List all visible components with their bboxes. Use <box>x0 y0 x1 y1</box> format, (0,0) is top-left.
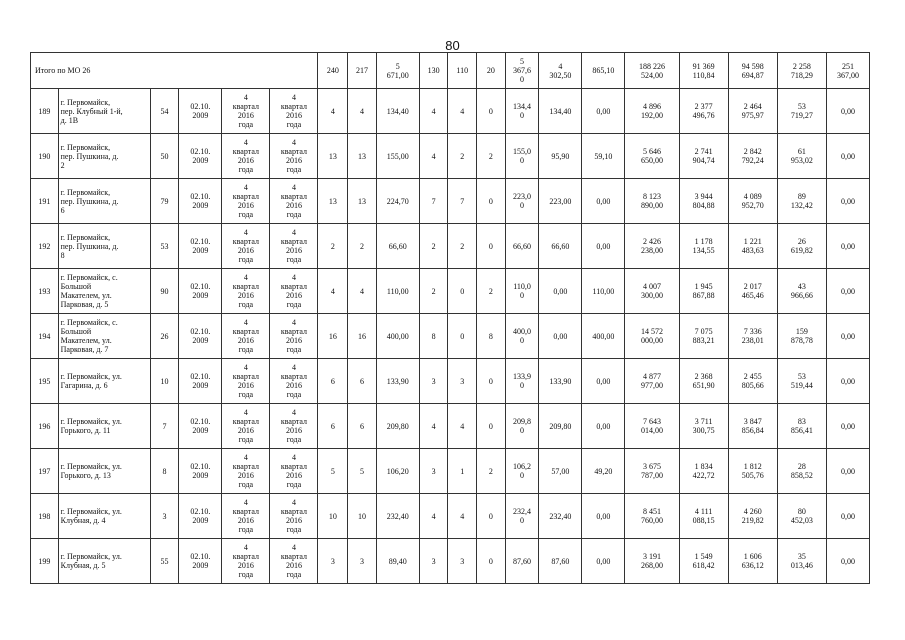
actual-relocation-cell: 4 квартал 2016 года <box>270 539 318 584</box>
rooms-private-cell: 4 <box>448 404 477 449</box>
area-relocated-cell: 209,8 0 <box>505 404 539 449</box>
area-municipal-cell: 0,00 <box>582 224 625 269</box>
area-total-cell: 209,80 <box>376 404 419 449</box>
planned-relocation-cell: 4 квартал 2016 года <box>222 404 270 449</box>
actual-relocation-cell: 4 квартал 2016 года <box>270 404 318 449</box>
area-total-cell: 400,00 <box>376 314 419 359</box>
area-private-cell: 209,80 <box>539 404 582 449</box>
cost-total-cell: 2 426 238,00 <box>625 224 679 269</box>
rooms-total-cell: 2 <box>419 269 448 314</box>
area-relocated-cell: 155,0 0 <box>505 134 539 179</box>
building-year-cell: 54 <box>150 89 179 134</box>
rooms-municipal-cell: 0 <box>477 179 506 224</box>
cost-total-cell: 3 191 268,00 <box>625 539 679 584</box>
actual-relocation-cell: 4 квартал 2016 года <box>270 449 318 494</box>
cost-extra-cell: 0,00 <box>826 494 869 539</box>
rooms-municipal-cell: 0 <box>477 404 506 449</box>
area-total-cell: 89,40 <box>376 539 419 584</box>
cost-local-cell: 61 953,02 <box>777 134 826 179</box>
cost-fund-cell: 4 111 088,15 <box>679 494 728 539</box>
area-total-cell: 110,00 <box>376 269 419 314</box>
cost-fund-cell: 1 549 618,42 <box>679 539 728 584</box>
cost-fund-cell: 2 741 904,74 <box>679 134 728 179</box>
residents-count-cell: 4 <box>318 269 348 314</box>
address-cell: г. Первомайск, с. Большой Макателем, ул. Парковая, д. 7 <box>58 314 150 359</box>
area-total-cell: 155,00 <box>376 134 419 179</box>
housing-data-table <box>30 52 870 584</box>
total-cell: 5 671,00 <box>376 53 419 89</box>
address-cell: г. Первомайск, пер. Пушкина, д. 2 <box>58 134 150 179</box>
area-municipal-cell: 0,00 <box>582 494 625 539</box>
address-cell: г. Первомайск, пер. Пушкина, д. 6 <box>58 179 150 224</box>
planned-relocation-cell: 4 квартал 2016 года <box>222 539 270 584</box>
cost-fund-cell: 1 178 134,55 <box>679 224 728 269</box>
cost-local-cell: 83 856,41 <box>777 404 826 449</box>
table-row <box>31 269 870 314</box>
residents-relocated-cell: 4 <box>348 269 377 314</box>
table-row <box>31 359 870 404</box>
actual-relocation-cell: 4 квартал 2016 года <box>270 314 318 359</box>
residents-count-cell: 10 <box>318 494 348 539</box>
area-private-cell: 0,00 <box>539 269 582 314</box>
total-cell: 2 258 718,29 <box>777 53 826 89</box>
cost-region-cell: 4 260 219,82 <box>728 494 777 539</box>
rooms-total-cell: 4 <box>419 494 448 539</box>
area-municipal-cell: 59,10 <box>582 134 625 179</box>
building-year-cell: 53 <box>150 224 179 269</box>
area-total-cell: 66,60 <box>376 224 419 269</box>
residents-count-cell: 13 <box>318 134 348 179</box>
rooms-municipal-cell: 2 <box>477 449 506 494</box>
planned-relocation-cell: 4 квартал 2016 года <box>222 179 270 224</box>
address-cell: г. Первомайск, с. Большой Макателем, ул. Парковая, д. 5 <box>58 269 150 314</box>
total-cell: 251 367,00 <box>826 53 869 89</box>
rooms-municipal-cell: 0 <box>477 359 506 404</box>
rooms-private-cell: 2 <box>448 224 477 269</box>
cost-total-cell: 14 572 000,00 <box>625 314 679 359</box>
cost-fund-cell: 1 834 422,72 <box>679 449 728 494</box>
rooms-municipal-cell: 0 <box>477 224 506 269</box>
area-relocated-cell: 134,4 0 <box>505 89 539 134</box>
row-number-cell: 197 <box>31 449 59 494</box>
row-number-cell: 191 <box>31 179 59 224</box>
planned-relocation-cell: 4 квартал 2016 года <box>222 134 270 179</box>
rooms-private-cell: 4 <box>448 494 477 539</box>
cost-local-cell: 26 619,82 <box>777 224 826 269</box>
area-total-cell: 106,20 <box>376 449 419 494</box>
actual-relocation-cell: 4 квартал 2016 года <box>270 134 318 179</box>
area-private-cell: 57,00 <box>539 449 582 494</box>
date-recognized-cell: 02.10. 2009 <box>179 179 222 224</box>
rooms-total-cell: 4 <box>419 134 448 179</box>
cost-region-cell: 1 221 483,63 <box>728 224 777 269</box>
cost-local-cell: 53 719,27 <box>777 89 826 134</box>
rooms-total-cell: 3 <box>419 539 448 584</box>
rooms-municipal-cell: 0 <box>477 494 506 539</box>
rooms-private-cell: 3 <box>448 539 477 584</box>
row-number-cell: 192 <box>31 224 59 269</box>
cost-extra-cell: 0,00 <box>826 179 869 224</box>
table-body <box>31 53 870 584</box>
planned-relocation-cell: 4 квартал 2016 года <box>222 224 270 269</box>
planned-relocation-cell: 4 квартал 2016 года <box>222 314 270 359</box>
total-cell: 240 <box>318 53 348 89</box>
date-recognized-cell: 02.10. 2009 <box>179 539 222 584</box>
cost-total-cell: 4 877 977,00 <box>625 359 679 404</box>
cost-fund-cell: 7 075 883,21 <box>679 314 728 359</box>
table-row <box>31 404 870 449</box>
date-recognized-cell: 02.10. 2009 <box>179 224 222 269</box>
building-year-cell: 8 <box>150 449 179 494</box>
area-total-cell: 134,40 <box>376 89 419 134</box>
rooms-private-cell: 4 <box>448 89 477 134</box>
total-cell: 4 302,50 <box>539 53 582 89</box>
page-number: 80 <box>445 38 460 53</box>
residents-relocated-cell: 5 <box>348 449 377 494</box>
cost-region-cell: 2 017 465,46 <box>728 269 777 314</box>
residents-count-cell: 2 <box>318 224 348 269</box>
rooms-total-cell: 4 <box>419 89 448 134</box>
row-number-cell: 193 <box>31 269 59 314</box>
residents-count-cell: 6 <box>318 359 348 404</box>
cost-total-cell: 3 675 787,00 <box>625 449 679 494</box>
rooms-private-cell: 2 <box>448 134 477 179</box>
date-recognized-cell: 02.10. 2009 <box>179 404 222 449</box>
date-recognized-cell: 02.10. 2009 <box>179 314 222 359</box>
planned-relocation-cell: 4 квартал 2016 года <box>222 359 270 404</box>
address-cell: г. Первомайск, ул. Клубная, д. 5 <box>58 539 150 584</box>
area-private-cell: 0,00 <box>539 314 582 359</box>
total-cell: 865,10 <box>582 53 625 89</box>
cost-total-cell: 4 896 192,00 <box>625 89 679 134</box>
residents-count-cell: 16 <box>318 314 348 359</box>
row-number-cell: 199 <box>31 539 59 584</box>
cost-fund-cell: 1 945 867,88 <box>679 269 728 314</box>
total-cell: 188 226 524,00 <box>625 53 679 89</box>
actual-relocation-cell: 4 квартал 2016 года <box>270 359 318 404</box>
cost-extra-cell: 0,00 <box>826 404 869 449</box>
residents-count-cell: 4 <box>318 89 348 134</box>
area-municipal-cell: 0,00 <box>582 404 625 449</box>
residents-count-cell: 6 <box>318 404 348 449</box>
cost-local-cell: 28 858,52 <box>777 449 826 494</box>
residents-relocated-cell: 4 <box>348 89 377 134</box>
building-year-cell: 10 <box>150 359 179 404</box>
residents-relocated-cell: 10 <box>348 494 377 539</box>
area-private-cell: 223,00 <box>539 179 582 224</box>
cost-region-cell: 4 089 952,70 <box>728 179 777 224</box>
residents-count-cell: 3 <box>318 539 348 584</box>
cost-local-cell: 80 452,03 <box>777 494 826 539</box>
area-relocated-cell: 232,4 0 <box>505 494 539 539</box>
row-number-cell: 195 <box>31 359 59 404</box>
row-number-cell: 189 <box>31 89 59 134</box>
planned-relocation-cell: 4 квартал 2016 года <box>222 269 270 314</box>
rooms-private-cell: 0 <box>448 269 477 314</box>
row-number-cell: 196 <box>31 404 59 449</box>
actual-relocation-cell: 4 квартал 2016 года <box>270 179 318 224</box>
cost-fund-cell: 2 377 496,76 <box>679 89 728 134</box>
total-cell: 94 598 694,87 <box>728 53 777 89</box>
table-row <box>31 449 870 494</box>
cost-extra-cell: 0,00 <box>826 449 869 494</box>
total-cell: 20 <box>477 53 506 89</box>
residents-relocated-cell: 6 <box>348 359 377 404</box>
rooms-private-cell: 3 <box>448 359 477 404</box>
area-municipal-cell: 400,00 <box>582 314 625 359</box>
cost-fund-cell: 3 711 300,75 <box>679 404 728 449</box>
planned-relocation-cell: 4 квартал 2016 года <box>222 494 270 539</box>
residents-relocated-cell: 13 <box>348 134 377 179</box>
table-row <box>31 494 870 539</box>
cost-total-cell: 7 643 014,00 <box>625 404 679 449</box>
cost-region-cell: 2 464 975,97 <box>728 89 777 134</box>
cost-total-cell: 5 646 650,00 <box>625 134 679 179</box>
cost-extra-cell: 0,00 <box>826 269 869 314</box>
row-number-cell: 190 <box>31 134 59 179</box>
table-row <box>31 89 870 134</box>
area-relocated-cell: 87,60 <box>505 539 539 584</box>
area-municipal-cell: 0,00 <box>582 89 625 134</box>
rooms-total-cell: 4 <box>419 404 448 449</box>
building-year-cell: 79 <box>150 179 179 224</box>
area-municipal-cell: 0,00 <box>582 359 625 404</box>
date-recognized-cell: 02.10. 2009 <box>179 449 222 494</box>
rooms-municipal-cell: 2 <box>477 134 506 179</box>
area-private-cell: 95,90 <box>539 134 582 179</box>
rooms-private-cell: 1 <box>448 449 477 494</box>
area-relocated-cell: 106,2 0 <box>505 449 539 494</box>
residents-relocated-cell: 16 <box>348 314 377 359</box>
table-row <box>31 224 870 269</box>
actual-relocation-cell: 4 квартал 2016 года <box>270 269 318 314</box>
area-municipal-cell: 110,00 <box>582 269 625 314</box>
rooms-total-cell: 2 <box>419 224 448 269</box>
rooms-total-cell: 3 <box>419 449 448 494</box>
table-row <box>31 134 870 179</box>
residents-count-cell: 5 <box>318 449 348 494</box>
planned-relocation-cell: 4 квартал 2016 года <box>222 89 270 134</box>
area-total-cell: 133,90 <box>376 359 419 404</box>
cost-local-cell: 35 013,46 <box>777 539 826 584</box>
total-cell: 5 367,6 0 <box>505 53 539 89</box>
building-year-cell: 55 <box>150 539 179 584</box>
date-recognized-cell: 02.10. 2009 <box>179 494 222 539</box>
cost-extra-cell: 0,00 <box>826 134 869 179</box>
area-municipal-cell: 0,00 <box>582 179 625 224</box>
total-cell: 110 <box>448 53 477 89</box>
address-cell: г. Первомайск, ул. Клубная, д. 4 <box>58 494 150 539</box>
residents-relocated-cell: 2 <box>348 224 377 269</box>
date-recognized-cell: 02.10. 2009 <box>179 359 222 404</box>
area-relocated-cell: 133,9 0 <box>505 359 539 404</box>
address-cell: г. Первомайск, пер. Клубный 1-й, д. 1В <box>58 89 150 134</box>
cost-total-cell: 8 451 760,00 <box>625 494 679 539</box>
date-recognized-cell: 02.10. 2009 <box>179 269 222 314</box>
area-relocated-cell: 110,0 0 <box>505 269 539 314</box>
rooms-municipal-cell: 0 <box>477 539 506 584</box>
planned-relocation-cell: 4 квартал 2016 года <box>222 449 270 494</box>
cost-local-cell: 159 878,78 <box>777 314 826 359</box>
building-year-cell: 90 <box>150 269 179 314</box>
area-relocated-cell: 223,0 0 <box>505 179 539 224</box>
total-cell: 91 369 110,84 <box>679 53 728 89</box>
table-row <box>31 314 870 359</box>
building-year-cell: 50 <box>150 134 179 179</box>
rooms-total-cell: 7 <box>419 179 448 224</box>
row-number-cell: 194 <box>31 314 59 359</box>
total-label: Итого по МО 26 <box>31 53 318 89</box>
table-row <box>31 539 870 584</box>
cost-region-cell: 1 812 505,76 <box>728 449 777 494</box>
area-relocated-cell: 400,0 0 <box>505 314 539 359</box>
table-row <box>31 179 870 224</box>
residents-count-cell: 13 <box>318 179 348 224</box>
address-cell: г. Первомайск, ул. Гагарина, д. 6 <box>58 359 150 404</box>
rooms-municipal-cell: 8 <box>477 314 506 359</box>
cost-fund-cell: 2 368 651,90 <box>679 359 728 404</box>
cost-total-cell: 8 123 890,00 <box>625 179 679 224</box>
building-year-cell: 26 <box>150 314 179 359</box>
residents-relocated-cell: 6 <box>348 404 377 449</box>
area-private-cell: 134,40 <box>539 89 582 134</box>
date-recognized-cell: 02.10. 2009 <box>179 89 222 134</box>
address-cell: г. Первомайск, пер. Пушкина, д. 8 <box>58 224 150 269</box>
rooms-municipal-cell: 2 <box>477 269 506 314</box>
area-municipal-cell: 49,20 <box>582 449 625 494</box>
cost-extra-cell: 0,00 <box>826 224 869 269</box>
total-cell: 217 <box>348 53 377 89</box>
rooms-private-cell: 0 <box>448 314 477 359</box>
building-year-cell: 7 <box>150 404 179 449</box>
area-private-cell: 87,60 <box>539 539 582 584</box>
cost-local-cell: 43 966,66 <box>777 269 826 314</box>
area-private-cell: 232,40 <box>539 494 582 539</box>
rooms-total-cell: 3 <box>419 359 448 404</box>
total-cell: 130 <box>419 53 448 89</box>
cost-region-cell: 2 842 792,24 <box>728 134 777 179</box>
cost-extra-cell: 0,00 <box>826 89 869 134</box>
cost-total-cell: 4 007 300,00 <box>625 269 679 314</box>
cost-extra-cell: 0,00 <box>826 359 869 404</box>
total-row <box>31 53 870 89</box>
rooms-private-cell: 7 <box>448 179 477 224</box>
cost-local-cell: 53 519,44 <box>777 359 826 404</box>
area-relocated-cell: 66,60 <box>505 224 539 269</box>
date-recognized-cell: 02.10. 2009 <box>179 134 222 179</box>
cost-region-cell: 1 606 636,12 <box>728 539 777 584</box>
area-total-cell: 232,40 <box>376 494 419 539</box>
row-number-cell: 198 <box>31 494 59 539</box>
address-cell: г. Первомайск, ул. Горького, д. 11 <box>58 404 150 449</box>
actual-relocation-cell: 4 квартал 2016 года <box>270 494 318 539</box>
actual-relocation-cell: 4 квартал 2016 года <box>270 89 318 134</box>
actual-relocation-cell: 4 квартал 2016 года <box>270 224 318 269</box>
cost-region-cell: 2 455 805,66 <box>728 359 777 404</box>
rooms-total-cell: 8 <box>419 314 448 359</box>
cost-extra-cell: 0,00 <box>826 539 869 584</box>
cost-fund-cell: 3 944 804,88 <box>679 179 728 224</box>
area-total-cell: 224,70 <box>376 179 419 224</box>
cost-extra-cell: 0,00 <box>826 314 869 359</box>
area-private-cell: 66,60 <box>539 224 582 269</box>
residents-relocated-cell: 13 <box>348 179 377 224</box>
cost-region-cell: 3 847 856,84 <box>728 404 777 449</box>
area-municipal-cell: 0,00 <box>582 539 625 584</box>
area-private-cell: 133,90 <box>539 359 582 404</box>
building-year-cell: 3 <box>150 494 179 539</box>
rooms-municipal-cell: 0 <box>477 89 506 134</box>
cost-region-cell: 7 336 238,01 <box>728 314 777 359</box>
address-cell: г. Первомайск, ул. Горького, д. 13 <box>58 449 150 494</box>
residents-relocated-cell: 3 <box>348 539 377 584</box>
cost-local-cell: 89 132,42 <box>777 179 826 224</box>
